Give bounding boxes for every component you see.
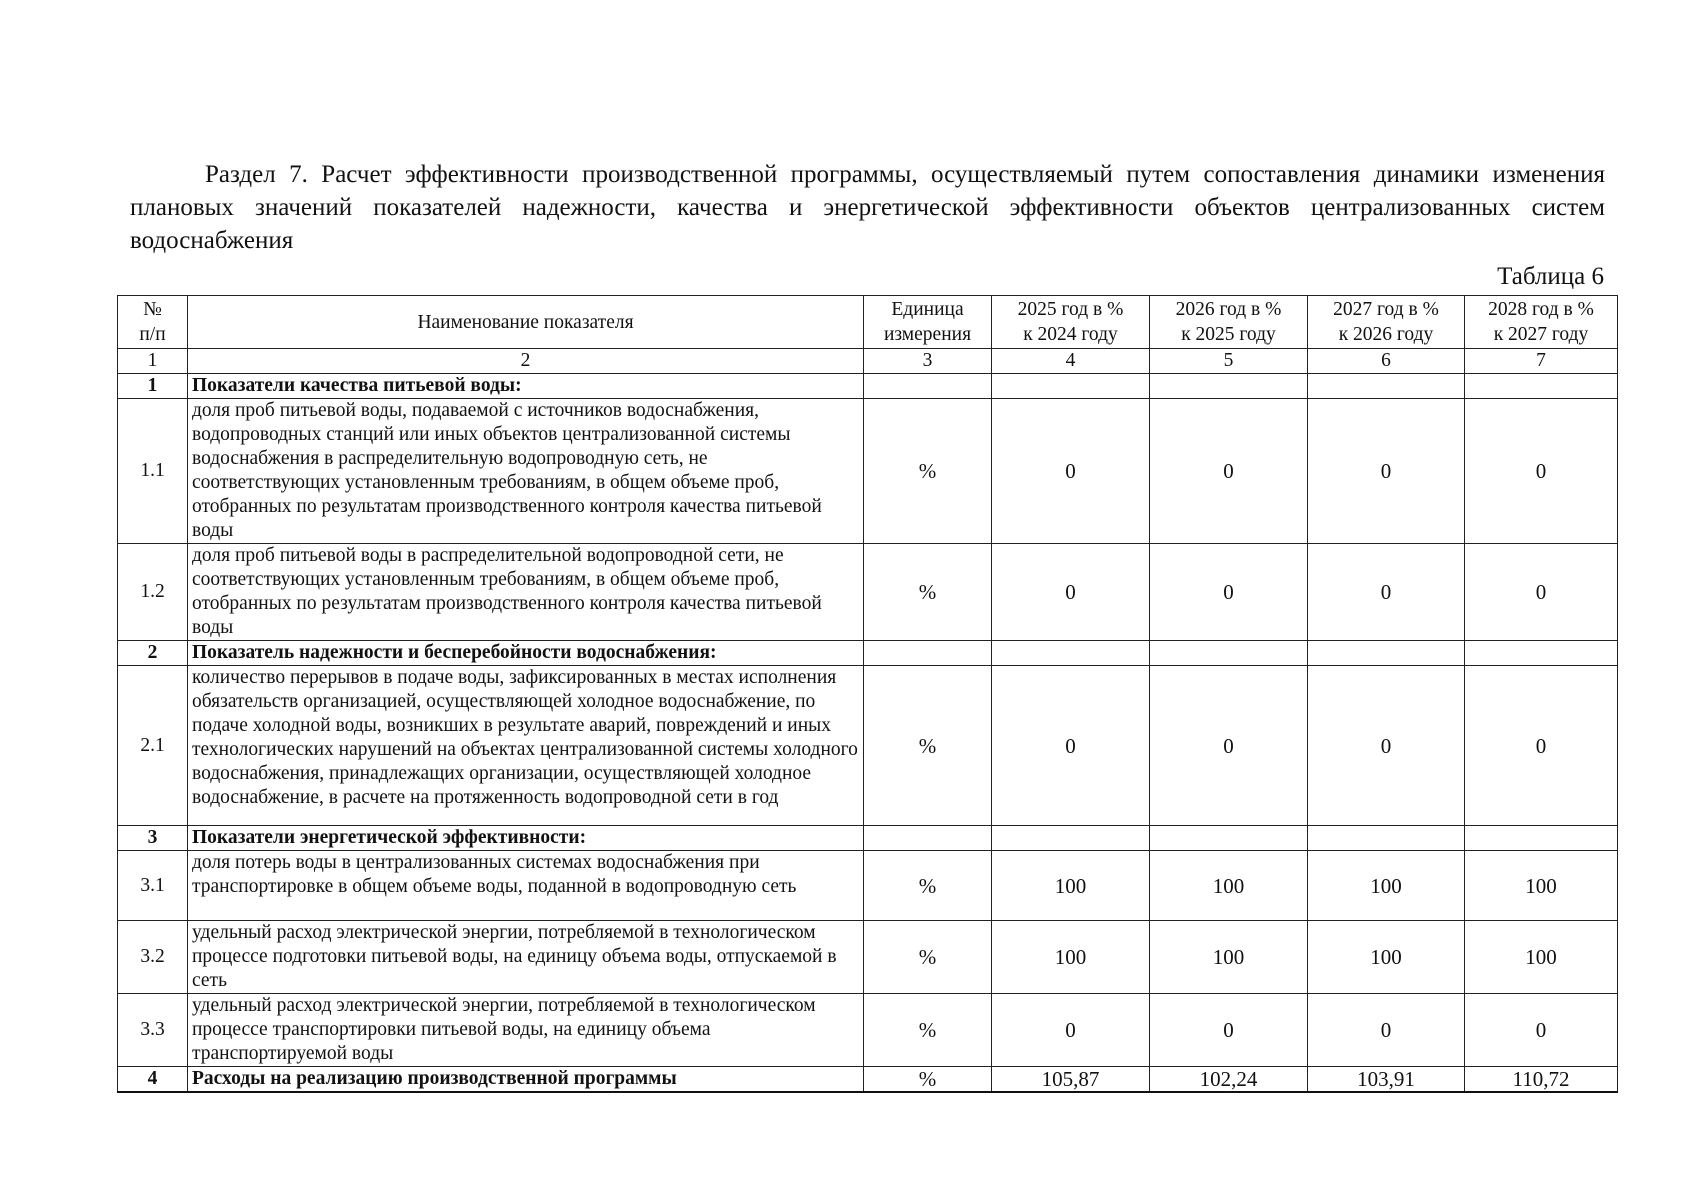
row-2027: 103,91 — [1308, 1067, 1465, 1093]
col-number: 5 — [1150, 349, 1308, 374]
row-unit: % — [864, 666, 992, 826]
row-num: 3.2 — [118, 921, 188, 994]
row-unit: % — [864, 1067, 992, 1093]
row-unit: % — [864, 994, 992, 1067]
row-2028 — [1465, 641, 1618, 666]
row-num: 3.3 — [118, 994, 188, 1067]
row-2026: 102,24 — [1150, 1067, 1308, 1093]
row-name: доля потерь воды в централизованных системах водоснабжения при транспортировке в общем объеме воды, поданной в водопроводную сеть — [188, 851, 864, 921]
row-2027 — [1308, 826, 1465, 851]
table-row — [118, 666, 1618, 826]
col-number: 1 — [118, 349, 188, 374]
row-2027: 0 — [1308, 994, 1465, 1067]
row-2026: 0 — [1150, 666, 1308, 826]
table-row — [118, 826, 1618, 851]
row-2027: 0 — [1308, 399, 1465, 544]
row-unit: % — [864, 399, 992, 544]
col-number: 6 — [1308, 349, 1465, 374]
row-2025 — [992, 826, 1150, 851]
row-2027: 0 — [1308, 544, 1465, 641]
row-2026 — [1150, 641, 1308, 666]
row-2028: 0 — [1465, 666, 1618, 826]
row-2025: 105,87 — [992, 1067, 1150, 1093]
table-label: Таблица 6 — [1497, 263, 1604, 290]
row-num: 4 — [118, 1067, 188, 1093]
row-2027: 100 — [1308, 851, 1465, 921]
row-2027 — [1308, 641, 1465, 666]
row-num: 1 — [118, 374, 188, 399]
table-row — [118, 544, 1618, 641]
section-heading: Раздел 7. Расчет эффективности производственной программы, осуществляемый путем сопоставления динамики изменения плановых значений показателей надежности, качества и энергетической эффективности объектов централизованных систем водоснабжения — [130, 161, 1605, 254]
row-2026: 100 — [1150, 851, 1308, 921]
table-row — [118, 994, 1618, 1067]
row-num: 1.2 — [118, 544, 188, 641]
row-unit — [864, 641, 992, 666]
row-2025: 100 — [992, 851, 1150, 921]
row-2027 — [1308, 374, 1465, 399]
row-2028 — [1465, 374, 1618, 399]
row-name: Показатель надежности и бесперебойности водоснабжения: — [188, 641, 864, 666]
row-num: 3.1 — [118, 851, 188, 921]
col-number: 3 — [864, 349, 992, 374]
row-2025 — [992, 641, 1150, 666]
row-num: 3 — [118, 826, 188, 851]
row-2025 — [992, 374, 1150, 399]
row-2026: 0 — [1150, 399, 1308, 544]
row-2028: 100 — [1465, 921, 1618, 994]
row-name: доля проб питьевой воды, подаваемой с источников водоснабжения, водопроводных станций или иных объектов централизованной системы водоснабжения в распределительную водопроводную сеть, не соответствующих установленным требованиям, в общем объеме проб, отобранных по результатам производственного контроля качества питьевой воды — [188, 399, 864, 544]
row-2026 — [1150, 826, 1308, 851]
header-num: № п/п — [118, 296, 188, 349]
row-2025: 0 — [992, 994, 1150, 1067]
row-name: количество перерывов в подаче воды, зафиксированных в местах исполнения обязательств организацией, осуществляющей холодное водоснабжение, по подаче холодной воды, возникших в результате аварий, повреждений и иных технологических нарушений на объектах централизованной системы холодного водоснабжения, принадлежащих организации, осуществляющей холодное водоснабжение, в расчете на протяженность водопроводной сети в год — [188, 666, 864, 826]
row-num: 1.1 — [118, 399, 188, 544]
table-row — [118, 921, 1618, 994]
col-number: 7 — [1465, 349, 1618, 374]
row-2025: 100 — [992, 921, 1150, 994]
header-unit: Единица измерения — [864, 296, 992, 349]
row-2028: 100 — [1465, 851, 1618, 921]
row-2028 — [1465, 826, 1618, 851]
efficiency-table — [117, 295, 1618, 1093]
row-num: 2 — [118, 641, 188, 666]
table-row — [118, 399, 1618, 544]
table-row — [118, 641, 1618, 666]
row-2026 — [1150, 374, 1308, 399]
row-2025: 0 — [992, 399, 1150, 544]
row-name: Показатели качества питьевой воды: — [188, 374, 864, 399]
row-2026: 100 — [1150, 921, 1308, 994]
row-num: 2.1 — [118, 666, 188, 826]
row-name: Расходы на реализацию производственной программы — [188, 1067, 864, 1093]
row-2028: 110,72 — [1465, 1067, 1618, 1093]
row-unit: % — [864, 544, 992, 641]
row-unit: % — [864, 851, 992, 921]
row-2025: 0 — [992, 666, 1150, 826]
header-name: Наименование показателя — [188, 296, 864, 349]
table-row — [118, 1067, 1618, 1093]
row-unit — [864, 374, 992, 399]
row-2028: 0 — [1465, 544, 1618, 641]
col-number: 2 — [188, 349, 864, 374]
row-2027: 0 — [1308, 666, 1465, 826]
row-2026: 0 — [1150, 994, 1308, 1067]
row-name: Показатели энергетической эффективности: — [188, 826, 864, 851]
col-number: 4 — [992, 349, 1150, 374]
row-name: доля проб питьевой воды в распределительной водопроводной сети, не соответствующих установленным требованиям, в общем объеме проб, отобранных по результатам производственного контроля качества питьевой воды — [188, 544, 864, 641]
row-unit — [864, 826, 992, 851]
header-2028: 2028 год в % к 2027 году — [1465, 296, 1618, 349]
table-row — [118, 851, 1618, 921]
row-2026: 0 — [1150, 544, 1308, 641]
row-2028: 0 — [1465, 994, 1618, 1067]
header-2025: 2025 год в % к 2024 году — [992, 296, 1150, 349]
row-2027: 100 — [1308, 921, 1465, 994]
header-2026: 2026 год в % к 2025 году — [1150, 296, 1308, 349]
row-name: удельный расход электрической энергии, потребляемой в технологическом процессе подготовки питьевой воды, на единицу объема воды, отпускаемой в сеть — [188, 921, 864, 994]
header-2027: 2027 год в % к 2026 году — [1308, 296, 1465, 349]
row-name: удельный расход электрической энергии, потребляемой в технологическом процессе транспортировки питьевой воды, на единицу объема транспортируемой воды — [188, 994, 864, 1067]
header-row — [118, 296, 1618, 349]
row-unit: % — [864, 921, 992, 994]
column-number-row — [118, 349, 1618, 374]
row-2028: 0 — [1465, 399, 1618, 544]
row-2025: 0 — [992, 544, 1150, 641]
table-row — [118, 374, 1618, 399]
